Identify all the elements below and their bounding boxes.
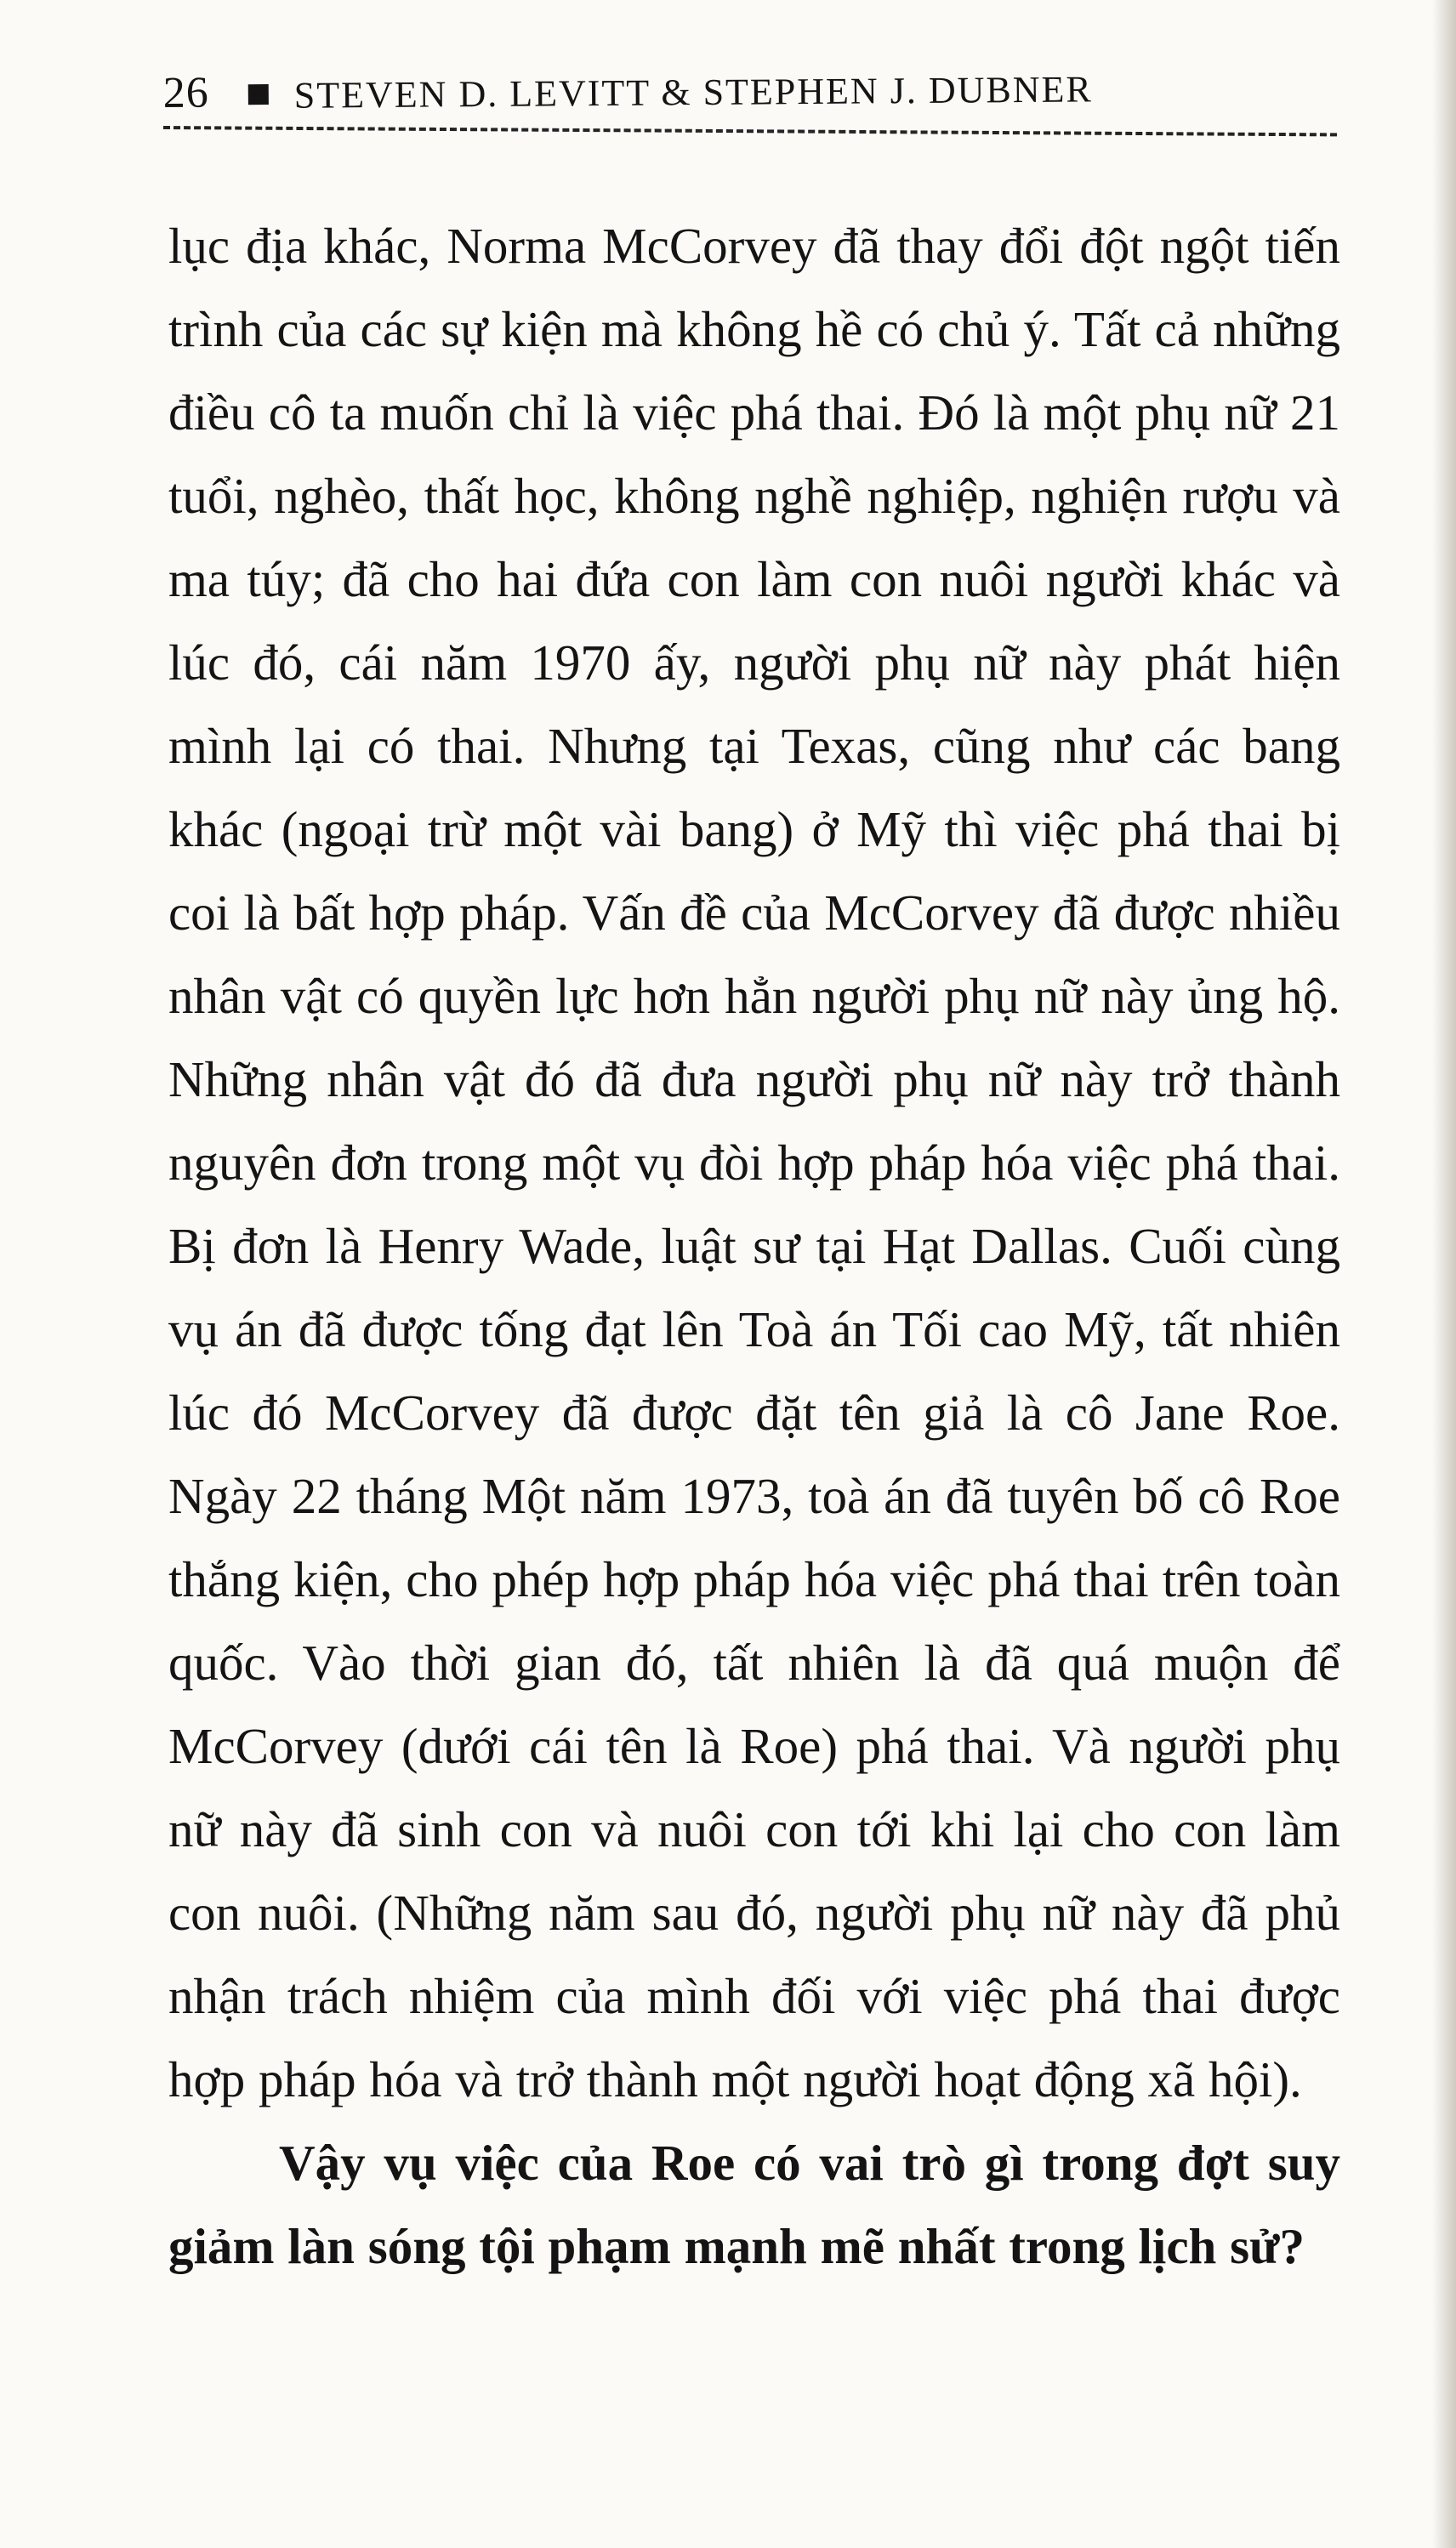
body-paragraph-1: lục địa khác, Norma McCorvey đã thay đổi đột ngột tiến trình của các sự kiện mà không hề có chủ ý. Tất cả những điều cô ta muốn chỉ là việc phá thai. Đó là một phụ nữ 21 tuổi, nghèo, thất học, không nghề nghiệp, nghiện rượu và ma túy; đã cho hai đứa con làm con nuôi người khác và lúc đó, cái năm 1970 ấy, người phụ nữ này phát hiện mình lại có thai. Nhưng tại Texas, cũng như các bang khác (ngoại trừ một vài bang) ở Mỹ thì việc phá thai bị coi là bất hợp pháp. Vấn đề của McCorvey đã được nhiều nhân vật có quyền lực hơn hẳn người phụ nữ này ủng hộ. Những nhân vật đó đã đưa người phụ nữ này trở thành nguyên đơn trong một vụ đòi hợp pháp hóa việc phá thai. Bị đơn là Henry Wade, luật sư tại Hạt Dallas. Cuối cùng vụ án đã được tống đạt lên Toà án Tối cao Mỹ, tất nhiên lúc đó McCorvey đã được đặt tên giả là cô Jane Roe. Ngày 22 tháng Một năm 1973, toà án đã tuyên bố cô Roe thắng kiện, cho phép hợp pháp hóa việc phá thai trên toàn quốc. Vào thời gian đó, tất nhiên là đã quá muộn để McCorvey (dưới cái tên là Roe) phá thai. Và người phụ nữ này đã sinh con và nuôi con tới khi lại cho con làm con nuôi. (Những năm sau đó, người phụ nữ này đã phủ nhận trách nhiệm của mình đối với việc phá thai được hợp pháp hóa và trở thành một người hoạt động xã hội). [168, 218, 1340, 2107]
page-number: 26 [162, 68, 210, 117]
filled-square-icon [248, 84, 269, 105]
main-text [168, 204, 1340, 2288]
page-header [162, 25, 1345, 116]
page-edge-shadow [1432, 0, 1456, 2548]
body-paragraph-2: Vậy vụ việc của Roe có vai trò gì trong đợt suy giảm làn sóng tội phạm mạnh mẽ nhất trong lịch sử? [168, 2135, 1340, 2274]
header-dashed-divider [163, 126, 1337, 136]
running-title: STEVEN D. LEVITT & STEPHEN J. DUBNER [293, 68, 1093, 117]
